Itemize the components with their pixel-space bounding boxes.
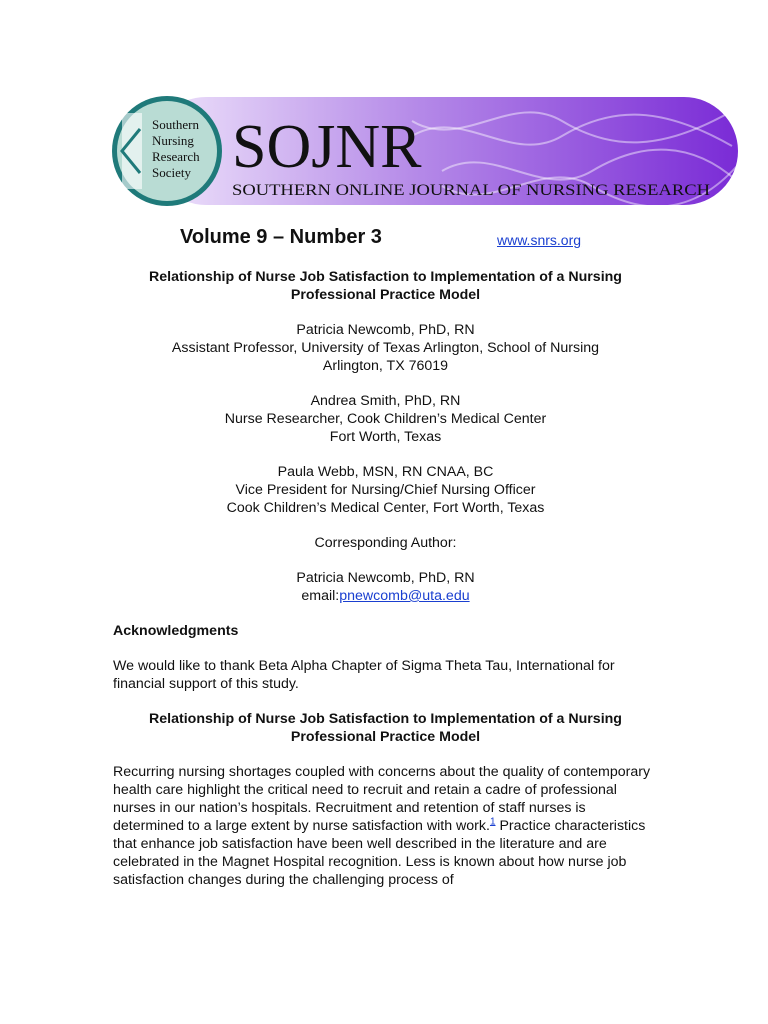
corresponding-author-block: [113, 569, 658, 605]
corresponding-label-block: [113, 534, 658, 552]
email-label: email:: [301, 588, 340, 604]
website-link[interactable]: www.snrs.org: [497, 232, 582, 248]
journal-full-name: SOUTHERN ONLINE JOURNAL OF NURSING RESEARCH: [232, 182, 710, 199]
author-name: Andrea Smith, PhD, RN: [310, 393, 461, 409]
journal-banner: [112, 91, 740, 211]
acknowledgments-text: We would like to thank Beta Alpha Chapter of Sigma Theta Tau, International for financial support of this study.: [113, 658, 615, 692]
body-title-line-2: Professional Practice Model: [290, 729, 481, 745]
society-line-4: Society: [152, 165, 191, 180]
society-line-1: Southern: [152, 117, 199, 132]
corresponding-name: Patricia Newcomb, PhD, RN: [296, 570, 475, 586]
volume-number: Volume 9 – Number 3: [180, 226, 382, 248]
banner-graphic: [112, 91, 740, 211]
email-link[interactable]: pnewcomb@uta.edu: [339, 588, 470, 604]
author-location: Fort Worth, Texas: [329, 429, 442, 445]
author-name: Paula Webb, MSN, RN CNAA, BC: [277, 464, 494, 480]
author-name: Patricia Newcomb, PhD, RN: [296, 322, 475, 338]
society-line-2: Nursing: [152, 133, 194, 148]
author-block-2: [113, 392, 658, 446]
journal-acronym: SOJNR: [232, 113, 422, 181]
author-role: Assistant Professor, University of Texas Arlington, School of Nursing: [171, 340, 600, 356]
author-block-3: [113, 463, 658, 517]
corresponding-label: Corresponding Author:: [314, 535, 457, 551]
body-title-block: [113, 710, 658, 746]
author-role: Vice President for Nursing/Chief Nursing Officer: [235, 482, 536, 498]
author-location: Arlington, TX 76019: [322, 358, 449, 374]
article-title-line-1: Relationship of Nurse Job Satisfaction to Implementation of a Nursing: [149, 269, 622, 285]
issue-row: [180, 226, 600, 256]
acknowledgments-heading: Acknowledgments: [113, 623, 239, 639]
author-block-1: [113, 321, 658, 375]
society-line-3: Research: [152, 149, 200, 164]
body-text-part-2: Practice characteristics that enhance job satisfaction have been well described in the literature and are celebrated in the Magnet Hospital recognition. Less is known about how nurse job satisfaction changes during the challenging process of: [113, 818, 646, 888]
article-content: [113, 268, 658, 889]
body-text-part-1: Recurring nursing shortages coupled with concerns about the quality of contemporary health care highlight the critical need to recruit and retain a cadre of professional nurses in our nation’s hospitals. Recruitment and retention of staff nurses is determined to a large extent by nurse satisfaction with work.: [113, 764, 651, 834]
email-line: [113, 587, 658, 605]
body-paragraph: [113, 763, 658, 889]
author-role: Nurse Researcher, Cook Children’s Medical Center: [224, 411, 547, 427]
author-location: Cook Children’s Medical Center, Fort Worth, Texas: [226, 500, 545, 516]
body-title-line-1: Relationship of Nurse Job Satisfaction to Implementation of a Nursing: [149, 711, 622, 727]
article-title-line-2: Professional Practice Model: [290, 287, 481, 303]
footnote-ref-link[interactable]: 1: [489, 816, 496, 828]
